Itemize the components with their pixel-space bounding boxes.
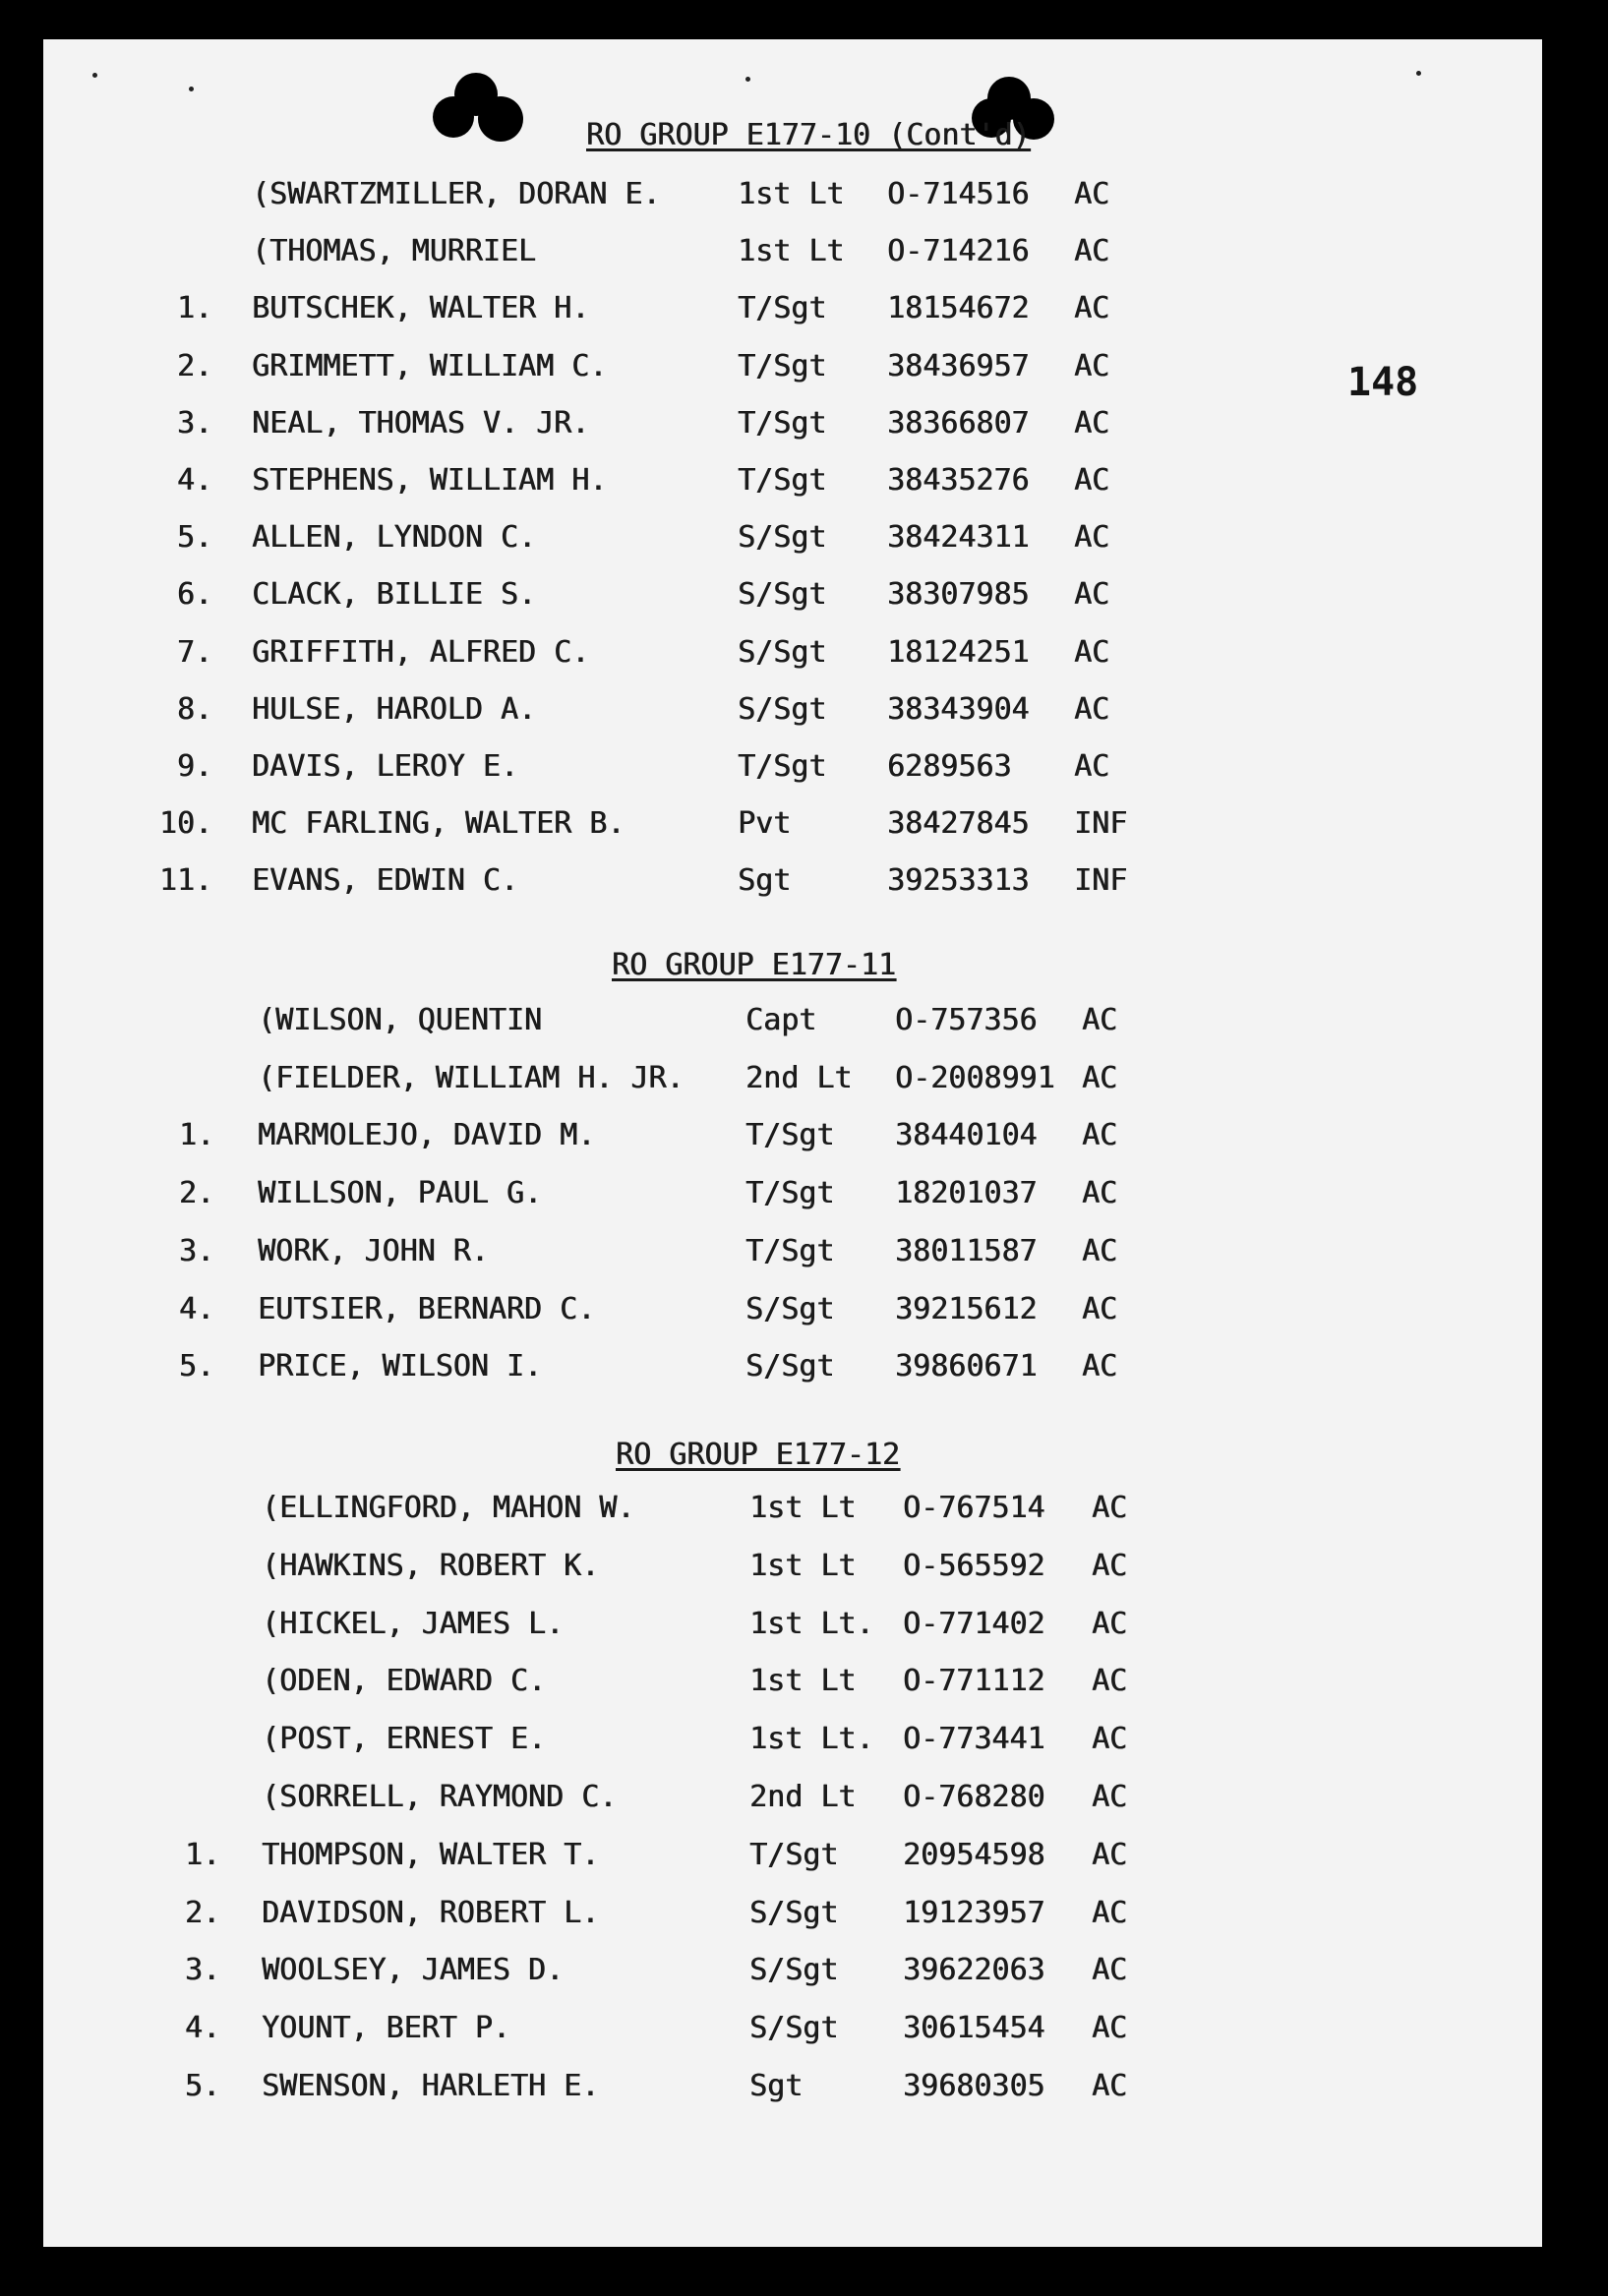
row-no: 4. [184,2011,220,2045]
row-no: 2. [178,1176,214,1210]
row-name: MARMOLEJO, DAVID M. [258,1118,596,1152]
roster-row [43,1114,1223,1157]
row-name: YOUNT, BERT P. [262,2011,510,2045]
row-name: (POST, ERNEST E. [262,1722,546,1756]
punch-hole-left-b [433,96,474,138]
row-name: EVANS, EDWIN C. [252,863,518,898]
row-branch: AC [1074,577,1110,612]
row-rank: 1st Lt [749,1491,857,1525]
row-rank: Sgt [738,863,792,898]
row-no: 10. [158,806,212,841]
row-serial: O-714216 [887,234,1030,268]
row-no: 5. [176,520,212,555]
row-branch: AC [1074,692,1110,727]
roster-row [43,745,1223,789]
row-branch: AC [1092,1838,1128,1872]
row-branch: INF [1074,806,1128,841]
row-name: (ELLINGFORD, MAHON W. [262,1491,635,1525]
row-rank: S/Sgt [745,1292,835,1326]
row-serial: 20954598 [903,1838,1045,1872]
roster-row [43,859,1223,903]
row-name: (ODEN, EDWARD C. [262,1664,546,1698]
speck [1416,71,1421,76]
row-serial: 38366807 [887,406,1030,441]
row-serial: 18201037 [895,1176,1038,1210]
document-page [43,39,1542,2247]
row-rank: S/Sgt [749,1953,839,1987]
row-serial: O-757356 [895,1003,1038,1037]
row-no: 2. [184,1896,220,1930]
row-name: GRIMMETT, WILLIAM C. [252,349,608,383]
row-serial: 39622063 [903,1953,1045,1987]
roster-row [43,1487,1223,1530]
row-no: 5. [184,2069,220,2103]
row-no: 6. [176,577,212,612]
row-rank: 1st Lt [738,234,845,268]
row-rank: 2nd Lt [745,1061,853,1095]
row-rank: 1st Lt [749,1664,857,1698]
row-serial: O-2008991 [895,1061,1055,1095]
row-branch: AC [1074,234,1110,268]
section-heading: RO GROUP E177-10 (Cont'd) [586,118,1031,152]
roster-row [43,1718,1223,1761]
row-branch: AC [1092,2011,1128,2045]
row-name: MC FARLING, WALTER B. [252,806,625,841]
row-name: WILLSON, PAUL G. [258,1176,542,1210]
row-serial: 18154672 [887,291,1030,325]
row-name: HULSE, HAROLD A. [252,692,536,727]
roster-row [43,1288,1223,1331]
row-branch: AC [1092,1491,1128,1525]
row-rank: T/Sgt [745,1176,835,1210]
row-branch: AC [1082,1061,1118,1095]
row-no: 9. [176,749,212,784]
roster-row [43,1230,1223,1273]
speck [92,73,97,78]
row-no: 3. [184,1953,220,1987]
roster-row [43,1057,1223,1100]
row-rank: S/Sgt [738,520,827,555]
row-serial: 38011587 [895,1234,1038,1268]
row-rank: T/Sgt [745,1118,835,1152]
row-name: WORK, JOHN R. [258,1234,489,1268]
row-branch: AC [1074,177,1110,211]
row-branch: AC [1092,1780,1128,1814]
row-no: 1. [176,291,212,325]
row-no: 4. [178,1292,214,1326]
row-branch: AC [1092,1896,1128,1930]
roster-row [43,1892,1223,1935]
roster-row [43,1603,1223,1646]
row-name: EUTSIER, BERNARD C. [258,1292,596,1326]
row-branch: AC [1074,406,1110,441]
row-rank: S/Sgt [745,1349,835,1383]
row-name: DAVIS, LEROY E. [252,749,518,784]
roster-row [43,173,1223,216]
row-no: 7. [176,635,212,670]
row-rank: T/Sgt [745,1234,835,1268]
row-branch: AC [1082,1003,1118,1037]
row-name: (HAWKINS, ROBERT K. [262,1549,600,1583]
row-serial: 38440104 [895,1118,1038,1152]
row-serial: O-767514 [903,1491,1045,1525]
roster-row [43,631,1223,675]
row-branch: AC [1082,1176,1118,1210]
row-no: 1. [184,1838,220,1872]
row-serial: 19123957 [903,1896,1045,1930]
row-rank: Capt [745,1003,817,1037]
row-name: SWENSON, HARLETH E. [262,2069,600,2103]
row-no: 4. [176,463,212,498]
row-branch: AC [1074,749,1110,784]
row-branch: AC [1092,1953,1128,1987]
roster-row [43,2065,1223,2108]
row-rank: T/Sgt [738,291,827,325]
row-branch: AC [1092,2069,1128,2103]
row-branch: AC [1092,1722,1128,1756]
punch-hole-left-c [478,96,523,142]
row-branch: INF [1074,863,1128,898]
roster-row [43,2007,1223,2050]
row-branch: AC [1082,1349,1118,1383]
row-branch: AC [1074,635,1110,670]
roster-row [43,402,1223,445]
row-serial: 38343904 [887,692,1030,727]
row-branch: AC [1082,1292,1118,1326]
row-rank: S/Sgt [749,1896,839,1930]
section-heading: RO GROUP E177-12 [616,1438,900,1472]
row-serial: 39253313 [887,863,1030,898]
section-heading: RO GROUP E177-11 [612,948,896,982]
row-rank: S/Sgt [738,577,827,612]
row-rank: T/Sgt [749,1838,839,1872]
row-rank: T/Sgt [738,463,827,498]
roster-row [43,287,1223,330]
row-no: 8. [176,692,212,727]
row-name: STEPHENS, WILLIAM H. [252,463,608,498]
row-name: PRICE, WILSON I. [258,1349,542,1383]
row-serial: 38424311 [887,520,1030,555]
row-branch: AC [1074,463,1110,498]
roster-row [43,1345,1223,1388]
row-branch: AC [1074,520,1110,555]
row-rank: Pvt [738,806,792,841]
row-serial: O-565592 [903,1549,1045,1583]
row-serial: 6289563 [887,749,1012,784]
row-rank: 1st Lt. [749,1607,874,1641]
row-name: ALLEN, LYNDON C. [252,520,536,555]
row-rank: S/Sgt [738,635,827,670]
row-serial: 38307985 [887,577,1030,612]
roster-row [43,516,1223,559]
row-serial: O-773441 [903,1722,1045,1756]
roster-row [43,345,1223,388]
row-no: 3. [178,1234,214,1268]
row-serial: O-768280 [903,1780,1045,1814]
roster-row [43,999,1223,1042]
row-serial: 18124251 [887,635,1030,670]
row-name: (SORRELL, RAYMOND C. [262,1780,618,1814]
row-rank: S/Sgt [738,692,827,727]
row-name: WOOLSEY, JAMES D. [262,1953,565,1987]
page-number: 148 [1347,360,1419,405]
row-serial: 30615454 [903,2011,1045,2045]
row-serial: 39215612 [895,1292,1038,1326]
row-rank: 1st Lt [749,1549,857,1583]
row-rank: S/Sgt [749,2011,839,2045]
roster-row [43,1776,1223,1819]
roster-row [43,1949,1223,1992]
row-name: THOMPSON, WALTER T. [262,1838,600,1872]
row-serial: O-771402 [903,1607,1045,1641]
row-branch: AC [1082,1118,1118,1152]
row-branch: AC [1082,1234,1118,1268]
row-no: 3. [176,406,212,441]
row-rank: T/Sgt [738,349,827,383]
row-rank: 1st Lt. [749,1722,874,1756]
row-rank: 1st Lt [738,177,845,211]
row-name: (THOMAS, MURRIEL [252,234,536,268]
row-branch: AC [1092,1664,1128,1698]
roster-row [43,1660,1223,1703]
row-branch: AC [1074,291,1110,325]
row-no: 2. [176,349,212,383]
row-branch: AC [1092,1607,1128,1641]
row-name: (WILSON, QUENTIN [258,1003,542,1037]
roster-row [43,1834,1223,1877]
row-no: 1. [178,1118,214,1152]
row-rank: Sgt [749,2069,804,2103]
roster-row [43,688,1223,732]
row-serial: 38436957 [887,349,1030,383]
row-name: (SWARTZMILLER, DORAN E. [252,177,661,211]
row-name: CLACK, BILLIE S. [252,577,536,612]
row-branch: AC [1092,1549,1128,1583]
row-name: DAVIDSON, ROBERT L. [262,1896,600,1930]
row-serial: 38427845 [887,806,1030,841]
roster-row [43,573,1223,617]
row-name: BUTSCHEK, WALTER H. [252,291,590,325]
row-name: GRIFFITH, ALFRED C. [252,635,590,670]
row-name: NEAL, THOMAS V. JR. [252,406,590,441]
roster-row [43,230,1223,273]
row-no: 11. [158,863,212,898]
row-branch: AC [1074,349,1110,383]
speck [189,87,194,91]
speck [745,77,750,82]
row-serial: 38435276 [887,463,1030,498]
row-serial: O-714516 [887,177,1030,211]
roster-row [43,459,1223,502]
row-rank: T/Sgt [738,749,827,784]
roster-row [43,1172,1223,1215]
roster-row [43,1545,1223,1588]
row-name: (HICKEL, JAMES L. [262,1607,565,1641]
row-serial: 39860671 [895,1349,1038,1383]
row-no: 5. [178,1349,214,1383]
row-serial: O-771112 [903,1664,1045,1698]
row-name: (FIELDER, WILLIAM H. JR. [258,1061,685,1095]
row-rank: 2nd Lt [749,1780,857,1814]
roster-row [43,802,1223,846]
row-serial: 39680305 [903,2069,1045,2103]
row-rank: T/Sgt [738,406,827,441]
